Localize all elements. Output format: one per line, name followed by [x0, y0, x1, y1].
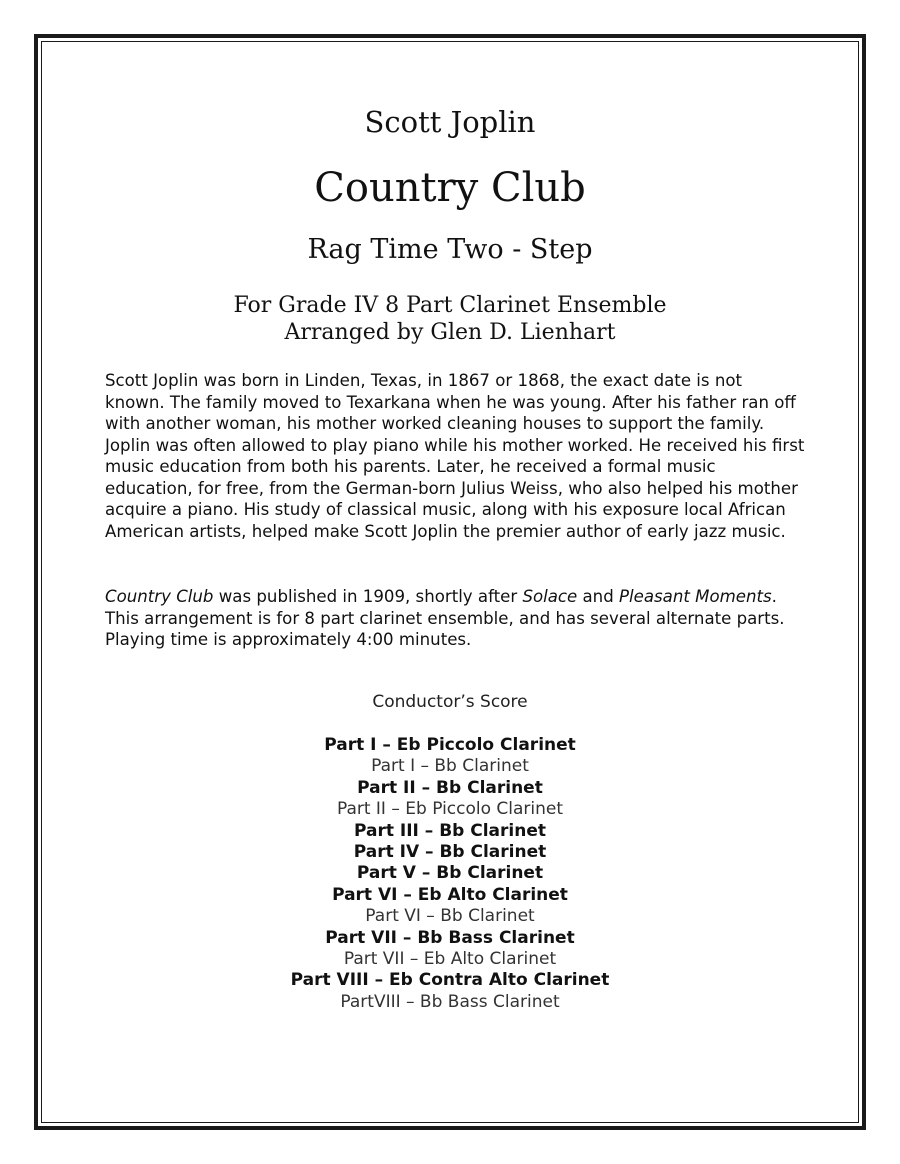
part-list-item: Part III – Bb Clarinet — [353, 820, 546, 841]
part-list-item: Part VI – Eb Alto Clarinet — [332, 884, 568, 905]
part-list-item: Part VII – Bb Bass Clarinet — [325, 927, 575, 948]
part-list-item: Part II – Bb Clarinet — [357, 777, 543, 798]
parts-list — [0, 735, 900, 1013]
publication-note-paragraph — [105, 586, 805, 651]
work-title-country-club: Country Club — [105, 587, 214, 606]
part-list-item: Part VI – Bb Clarinet — [365, 906, 535, 927]
work-title-solace: Solace — [522, 587, 578, 606]
work-title-pleasant-moments: Pleasant Moments — [619, 587, 772, 606]
part-list-item: Part IV – Bb Clarinet — [353, 841, 547, 862]
biography-paragraph: Scott Joplin was born in Linden, Texas, in 1867 or 1868, the exact date is not known. The family moved to Texarkana when he was young. After his father ran off with another woman, his mother worked cleaning houses to support the family. Joplin was often allowed to play piano while his mother worked. He received his first music education from both his parents. Later, he received a formal music education, for free, from the German-born Julius Weiss, who also helped his mother acquire a piano. His study of classical music, along with his exposure local African American artists, helped make Scott Joplin the premier author of early jazz music. — [105, 371, 805, 541]
piece-subtitle: Rag Time Two - Step — [307, 234, 593, 265]
piece-title: Country Club — [314, 165, 586, 211]
part-list-item: Part VII – Eb Alto Clarinet — [343, 948, 557, 969]
part-list-item: Part I – Eb Piccolo Clarinet — [324, 735, 576, 755]
part-list-item: Part I – Bb Clarinet — [371, 756, 529, 777]
note-text-2: and — [577, 587, 620, 606]
conductor-score-label: Conductor’s Score — [372, 692, 528, 712]
part-list-item: Part II – Eb Piccolo Clarinet — [336, 799, 564, 820]
note-text-1: was published in 1909, shortly after — [213, 587, 523, 606]
composer-name: Scott Joplin — [364, 105, 536, 139]
note-text-3: . This arrangement is for 8 part clarinet ensemble, and has several alternate parts. Playing time is approximately 4:00 minutes. — [105, 587, 785, 649]
part-list-item: Part VIII – Eb Contra Alto Clarinet — [290, 970, 610, 991]
part-list-item: PartVIII – Bb Bass Clarinet — [340, 991, 560, 1012]
grade-line: For Grade IV 8 Part Clarinet Ensemble — [233, 293, 667, 318]
part-list-item: Part V – Bb Clarinet — [356, 863, 544, 884]
ensemble-info — [0, 292, 900, 346]
arranger-line: Arranged by Glen D. Lienhart — [284, 320, 616, 345]
